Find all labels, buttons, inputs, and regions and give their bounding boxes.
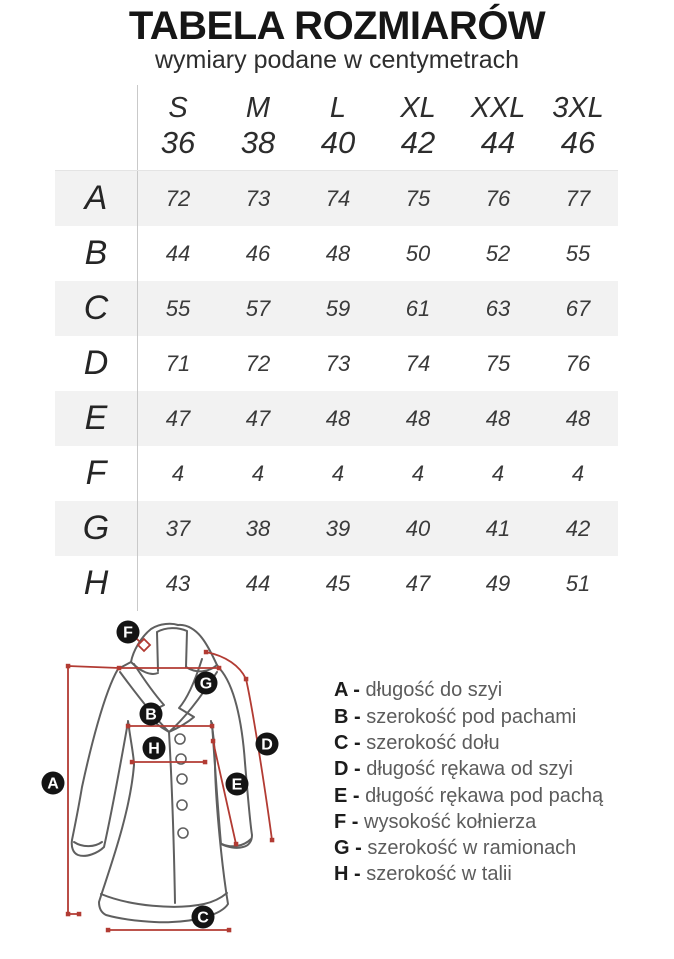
legend-item-H bbox=[334, 861, 603, 887]
table-cell: 44 bbox=[245, 570, 271, 596]
legend-letter: B - bbox=[334, 705, 367, 728]
table-cell: 48 bbox=[405, 405, 431, 431]
size-number: 40 bbox=[320, 125, 356, 161]
legend-text: długość rękawa od szyi bbox=[366, 758, 573, 781]
legend-item-B bbox=[334, 704, 603, 730]
table-cell: 4 bbox=[171, 460, 185, 486]
size-letter: M bbox=[245, 91, 271, 124]
size-table-header bbox=[55, 85, 618, 172]
table-cell: 40 bbox=[405, 515, 431, 541]
legend-list bbox=[330, 615, 603, 945]
row-cells bbox=[137, 446, 618, 501]
row-label: G bbox=[82, 509, 110, 548]
table-cell: 48 bbox=[325, 240, 351, 266]
legend-item-D bbox=[334, 756, 603, 782]
row-cells bbox=[137, 501, 618, 556]
table-cell: 37 bbox=[165, 515, 191, 541]
table-cell: 4 bbox=[491, 460, 505, 486]
measure-line-A bbox=[68, 666, 119, 914]
legend-letter: C - bbox=[334, 731, 367, 754]
coat-buttons bbox=[175, 734, 188, 838]
table-cell: 55 bbox=[165, 295, 191, 321]
table-row-H bbox=[55, 556, 618, 611]
table-cell: 52 bbox=[485, 240, 511, 266]
row-cells bbox=[137, 281, 618, 336]
table-cell: 73 bbox=[245, 185, 271, 211]
table-cell: 47 bbox=[405, 570, 431, 596]
size-number: 36 bbox=[160, 125, 196, 161]
table-cell: 59 bbox=[325, 295, 351, 321]
row-label: H bbox=[83, 564, 109, 603]
coat-diagram bbox=[0, 615, 330, 945]
legend-text: szerokość w ramionach bbox=[367, 837, 577, 860]
size-letter: XL bbox=[400, 91, 436, 124]
table-row-A bbox=[55, 171, 618, 226]
table-cell: 71 bbox=[165, 350, 191, 376]
size-column-header-3XL bbox=[538, 91, 618, 161]
size-column-header-S bbox=[138, 91, 218, 161]
row-label: A bbox=[84, 179, 108, 218]
size-letter: S bbox=[168, 91, 188, 124]
diagram-label-letter-A: A bbox=[47, 775, 59, 793]
table-cell: 48 bbox=[325, 405, 351, 431]
row-label: B bbox=[84, 234, 108, 273]
size-number: 42 bbox=[400, 125, 436, 161]
size-column-header-M bbox=[218, 91, 298, 161]
legend-letter: H - bbox=[334, 863, 367, 886]
table-cell: 57 bbox=[245, 295, 271, 321]
table-cell: 67 bbox=[565, 295, 591, 321]
legend-text: szerokość dołu bbox=[366, 731, 500, 754]
row-label: D bbox=[83, 344, 109, 383]
table-cell: 42 bbox=[565, 515, 591, 541]
size-column-header-XXL bbox=[458, 91, 538, 161]
table-cell: 50 bbox=[405, 240, 431, 266]
legend-letter: A - bbox=[334, 679, 366, 702]
size-column-header-L bbox=[298, 91, 378, 161]
size-number: 38 bbox=[240, 125, 276, 161]
table-cell: 74 bbox=[405, 350, 431, 376]
measurement-section bbox=[0, 615, 674, 945]
table-cell: 76 bbox=[565, 350, 591, 376]
row-cells bbox=[137, 391, 618, 446]
legend-text: długość rękawa pod pachą bbox=[365, 784, 604, 807]
table-cell: 38 bbox=[245, 515, 271, 541]
legend-letter: D - bbox=[334, 758, 367, 781]
legend-item-G bbox=[334, 835, 603, 861]
table-cell: 77 bbox=[565, 185, 591, 211]
size-table bbox=[55, 85, 618, 612]
coat-diagram-svg bbox=[0, 615, 330, 945]
table-cell: 4 bbox=[411, 460, 425, 486]
legend-letter: E - bbox=[334, 784, 366, 807]
table-row-D bbox=[55, 336, 618, 391]
table-corner-spacer bbox=[55, 85, 137, 171]
table-cell: 44 bbox=[165, 240, 191, 266]
size-letter: L bbox=[329, 91, 347, 124]
table-row-B bbox=[55, 226, 618, 281]
diagram-label-letter-B: B bbox=[145, 706, 157, 724]
table-cell: 46 bbox=[245, 240, 271, 266]
table-cell: 47 bbox=[165, 405, 191, 431]
legend-letter: G - bbox=[334, 837, 368, 860]
page-title: TABELA ROZMIARÓW bbox=[128, 4, 546, 48]
table-cell: 75 bbox=[485, 350, 511, 376]
size-letter: 3XL bbox=[552, 91, 604, 124]
table-cell: 39 bbox=[325, 515, 351, 541]
row-label: E bbox=[84, 399, 108, 438]
table-cell: 4 bbox=[571, 460, 585, 486]
table-cell: 72 bbox=[245, 350, 271, 376]
table-cell: 4 bbox=[251, 460, 265, 486]
diagram-label-letter-F: F bbox=[123, 624, 133, 642]
table-cell: 73 bbox=[325, 350, 351, 376]
table-cell: 43 bbox=[165, 570, 191, 596]
table-cell: 74 bbox=[325, 185, 351, 211]
table-cell: 75 bbox=[405, 185, 431, 211]
legend-letter: F - bbox=[334, 810, 364, 833]
size-column-header-XL bbox=[378, 91, 458, 161]
size-letter: XXL bbox=[470, 91, 526, 124]
table-cell: 72 bbox=[165, 185, 191, 211]
table-cell: 4 bbox=[331, 460, 345, 486]
table-row-F bbox=[55, 446, 618, 501]
legend-text: wysokość kołnierza bbox=[364, 810, 537, 833]
legend-text: szerokość w talii bbox=[366, 863, 512, 886]
legend-text: szerokość pod pachami bbox=[366, 705, 577, 728]
diagram-label-letter-E: E bbox=[231, 776, 243, 794]
table-cell: 41 bbox=[485, 515, 511, 541]
legend-item-A bbox=[334, 677, 603, 703]
table-cell: 61 bbox=[405, 295, 431, 321]
size-table-header-cells bbox=[137, 85, 618, 171]
row-label: F bbox=[85, 454, 107, 493]
row-cells bbox=[137, 556, 618, 611]
diagram-label-letter-C: C bbox=[197, 909, 209, 927]
row-cells bbox=[137, 171, 618, 226]
size-number: 44 bbox=[480, 125, 516, 161]
legend-item-F bbox=[334, 809, 603, 835]
diagram-label-letter-D: D bbox=[261, 736, 273, 754]
diagram-label-letter-G: G bbox=[199, 675, 213, 693]
table-cell: 63 bbox=[485, 295, 511, 321]
legend-text: długość do szyi bbox=[365, 679, 503, 702]
table-cell: 76 bbox=[485, 185, 511, 211]
table-cell: 51 bbox=[565, 570, 591, 596]
size-table-body bbox=[55, 171, 618, 611]
row-cells bbox=[137, 226, 618, 281]
table-cell: 49 bbox=[485, 570, 511, 596]
page-subtitle: wymiary podane w centymetrach bbox=[154, 46, 520, 74]
table-row-G bbox=[55, 501, 618, 556]
table-cell: 48 bbox=[485, 405, 511, 431]
legend-item-C bbox=[334, 730, 603, 756]
diagram-label-letter-H: H bbox=[148, 740, 160, 758]
legend-item-E bbox=[334, 783, 603, 809]
table-cell: 45 bbox=[325, 570, 351, 596]
size-number: 46 bbox=[560, 125, 596, 161]
row-label: C bbox=[83, 289, 109, 328]
header bbox=[0, 0, 674, 75]
table-cell: 48 bbox=[565, 405, 591, 431]
table-cell: 47 bbox=[245, 405, 271, 431]
table-cell: 55 bbox=[565, 240, 591, 266]
row-cells bbox=[137, 336, 618, 391]
table-row-C bbox=[55, 281, 618, 336]
table-row-E bbox=[55, 391, 618, 446]
